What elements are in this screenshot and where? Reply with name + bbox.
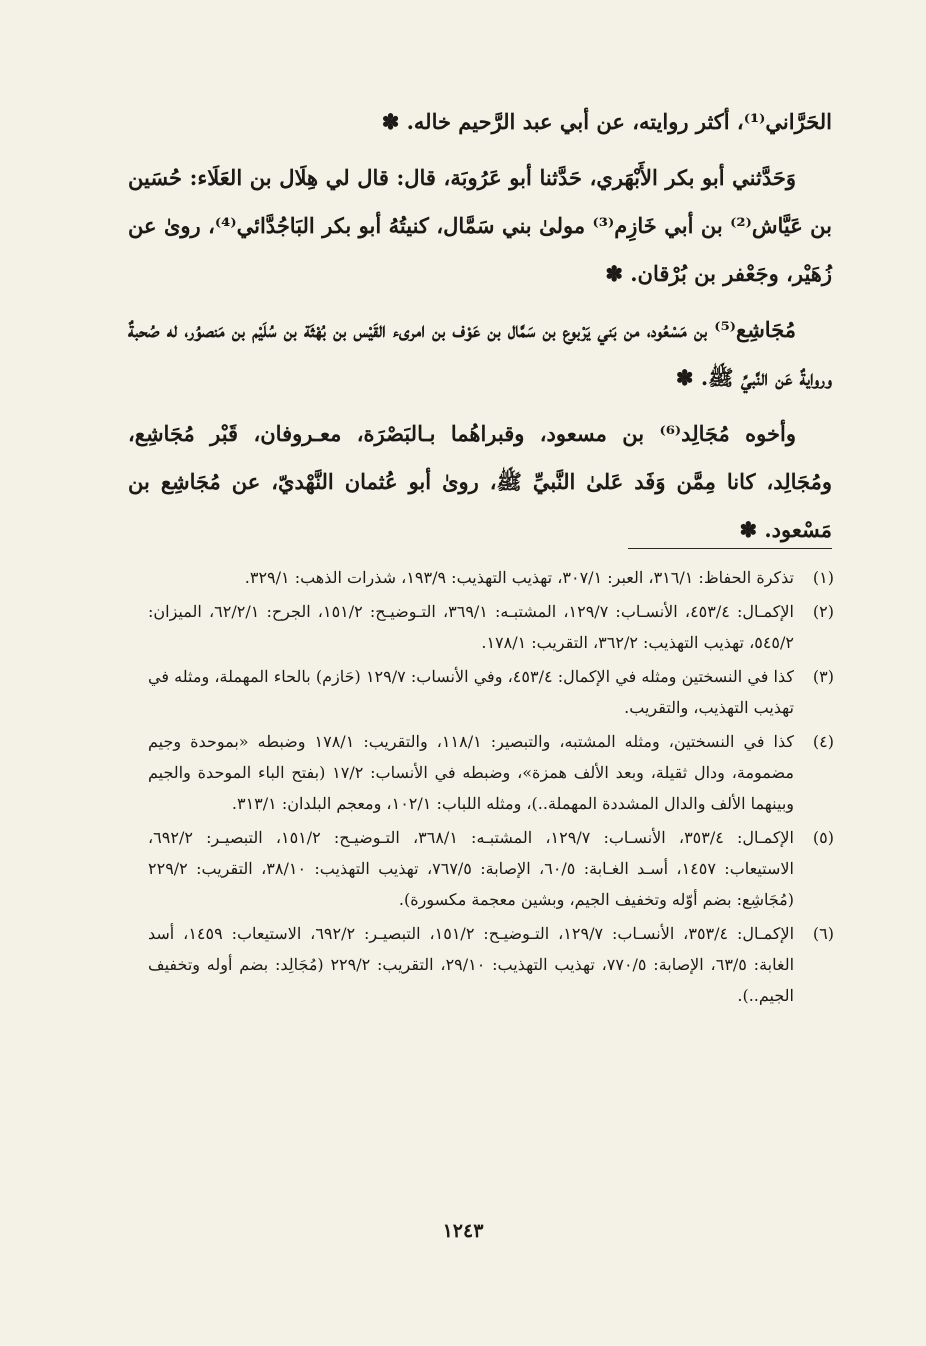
footnote-number: (٥) [812,828,834,847]
footnote-number: (٦) [812,924,834,943]
footnotes [148,562,834,1014]
paragraph: الحَرَّاني⁽¹⁾، أكثر روايته، عن أبي عبد الرَّحيم خاله. ✽ [381,109,832,134]
page-number: ١٢٤٣ [442,1220,484,1242]
footnote-text: الإكمـال: ٣٥٣/٤، الأنسـاب: ١٢٩/٧، المشتبـه: ٣٦٨/١، التـوضيـح: ١٥١/٢، التبصيـر: ٦٩٢/٢، الاستيعاب: ١٤٥٧، أسـد الغـابة: ٦٠/٥، الإصابة: ٧٦٧/٥، تهذيب التهذيب: ٣٨/١٠، التقريب: ٢٢٩/٢ (مُجَاشِع: بضم أوّله وتخفيف الجيم، وبشين معجمة مكسورة). [148,828,795,909]
footnote-text: تذكرة الحفاظ: ٣١٦/١، العبر: ٣٠٧/١، تهذيب التهذيب: ١٩٣/٩، شذرات الذهب: ٣٢٩/١. [244,568,794,587]
footnote [148,661,834,723]
paragraph: وأخوه مُجَالِد⁽⁶⁾ بن مسعود، وقبراهُما بـالبَصْرَة، معـروفان، قَبْر مُجَاشِع، ومُجَالِد، كانا مِمَّن وَفَد عَلىٰ النَّبيِّ ﷺ، روىٰ أبو عُثمان النَّهْديّ، عن مُجَاشِع بن مَسْعود. ✽ [128,421,832,542]
paragraph: مُجَاشِع⁽⁵⁾ بن مَسْعُود، من بَني يَرْبوع بن سَمَّال بن عَوْف بن امرىء القَيْس بن بُهْثَة بن سُلَيْم بن مَنصوُر، له صُحبةٌ وروايةٌ عَن النَّبيِّ ﷺ. ✽ [128,317,832,390]
footnote-number: (١) [812,568,834,587]
footnote-text: كذا في النسختين ومثله في الإكمال: ٤٥٣/٤، وفي الأنساب: ١٢٩/٧ (حَازم) بالحاء المهملة، ومثله في تهذيب التهذيب، والتقريب. [148,667,794,717]
footnote [148,822,834,915]
footnote-number: (٣) [812,667,834,686]
footnote-text: الإكمـال: ٤٥٣/٤، الأنسـاب: ١٢٩/٧، المشتبـه: ٣٦٩/١، التـوضيـح: ١٥١/٢، الجرح: ٦٢/٢/١، الميزان: ٥٤٥/٢، تهذيب التهذيب: ٣٦٢/٢، التقريب: ١٧٨/١. [148,602,794,652]
footnote-text: كذا في النسختين، ومثله المشتبه، والتبصير: ١١٨/١، والتقريب: ١٧٨/١ وضبطه «بموحدة وجيم مضمومة، ودال ثقيلة، وبعد الألف همزة»، وضبطه في الأنساب: ١٧/٢ (بفتح الباء الموحدة والجيم وبينهما الألف والدال المشددة المهملة..)، ومثله اللباب: ١٠٢/١، ومعجم البلدان: ٣١٣/١. [148,732,795,813]
footnote [148,918,834,1011]
footnote-number: (٤) [812,732,834,751]
footnote [148,562,834,593]
footnote-number: (٢) [812,602,834,621]
main-text [128,98,832,554]
footnote-text: الإكمـال: ٣٥٣/٤، الأنسـاب: ١٢٩/٧، التـوضيـح: ١٥١/٢، التبصيـر: ٦٩٢/٢، الاستيعاب: ١٤٥٩، أسد الغابة: ٦٣/٥، الإصابة: ٧٧٠/٥، تهذيب التهذيب: ٢٩/١٠، التقريب: ٢٢٩/٢ (مُجَالِد: بضم أوله وتخفيف الجيم..). [148,924,795,1005]
paragraph: وَحَدَّثني أبو بكر الأَبْهَري، حَدَّثنا أبو عَرُوبَة، قال: قال لي هِلَال بن العَلَاء: حُسَين بن عَيَّاش⁽²⁾ بن أبي خَازِم⁽³⁾ مولىٰ بني سَمَّال، كنيتُهُ أبو بكر البَاجُدَّائي⁽⁴⁾، روىٰ عن زُهَيْر، وجَعْفر بن بُرْقان. ✽ [128,165,833,286]
footnote [148,726,834,819]
footnote-divider [628,548,832,549]
footnote [148,596,834,658]
